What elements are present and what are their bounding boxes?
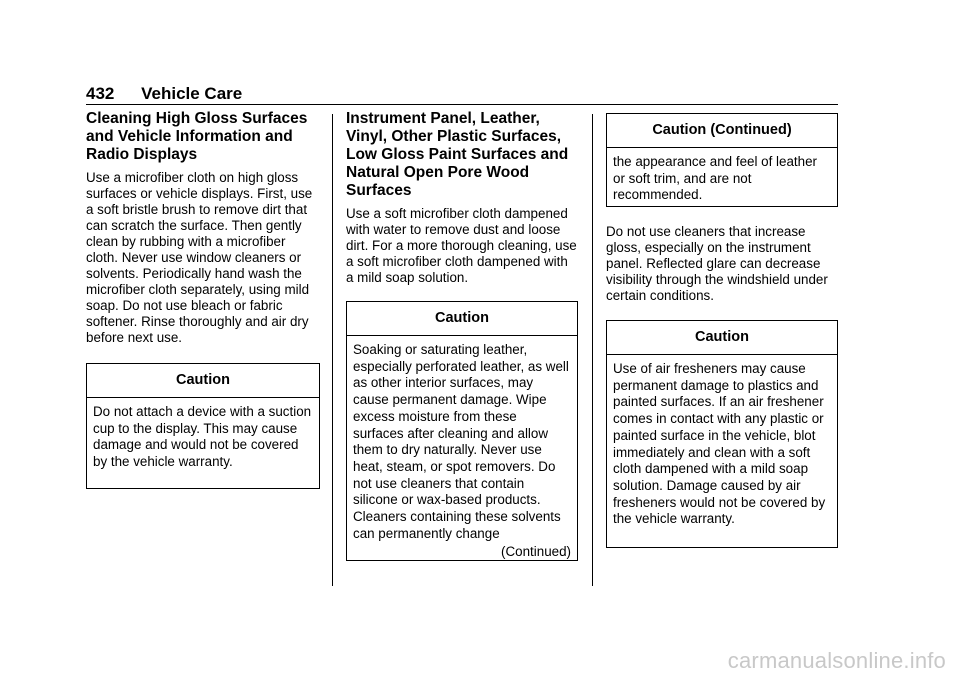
caution-box-leather [346,301,578,561]
caution-box-air-fresheners [606,320,838,548]
section-heading-instrument-panel: Instrument Panel, Leather, Vinyl, Other Plastic Surfaces, Low Gloss Paint Surfaces and Natural Open Pore Wood Surfaces [346,110,569,199]
caution-title: Caution [87,364,319,398]
page-number: 432 [86,84,115,103]
column-divider-left [332,114,333,586]
caution-body [607,148,837,210]
column-3 [606,113,838,548]
continued-label: (Continued) [501,544,571,560]
caution-title: Caution [607,321,837,355]
page-header [86,84,242,104]
section-body-instrument-panel: Use a soft microfiber cloth dampened with water to remove dust and loose dirt. For a more thorough cleaning, use a soft microfiber cloth dampened with a mild soap solution. [346,206,577,285]
section-heading-high-gloss: Cleaning High Gloss Surfaces and Vehicle Information and Radio Displays [86,110,308,163]
caution-text-leather: Soaking or saturating leather, especially perforated leather, as well as other interior surfaces, may cause permanent damage. Wipe excess moisture from these surfaces after cleaning and allow them to dry naturally. Never use heat, steam, or spot removers. Do not use cleaners that contain silicone or wax-based products. Cleaners containing these solvents can permanently change [353,342,569,541]
column-2 [346,110,578,561]
caution-body [607,355,837,534]
caution-text-air-fresheners: Use of air fresheners may cause permanent damage to plastics and painted surfaces. If an air freshener comes in contact with any plastic or painted surface in the vehicle, blot immediately and clean with a soft cloth dampened with a mild soap solution. Damage caused by air fresheners would not be covered by the vehicle warranty. [613,361,826,527]
section-title: Vehicle Care [141,84,243,103]
caution-box-display [86,363,320,489]
caution-title: Caution [347,302,577,336]
caution-box-continued [606,113,838,207]
column-divider-right [592,114,593,586]
section-body-high-gloss: Use a microfiber cloth on high gloss surfaces or vehicle displays. First, use a soft bristle brush to remove dirt that can scratch the surface. Then gently clean by rubbing with a microfiber cloth. Never use window cleaners or solvents. Periodically hand wash the microfiber cloth separately, using mild soap. Do not use bleach or fabric softener. Rinse thoroughly and air dry before next use. [86,170,313,345]
caution-body [347,336,577,566]
header-rule [86,104,838,105]
column-1 [86,110,320,489]
caution-text-display: Do not attach a device with a suction cup to the display. This may cause damage and would not be covered by the vehicle warranty. [93,404,312,470]
caution-text-continued: the appearance and feel of leather or soft trim, and are not recommended. [613,154,817,203]
section-body-gloss-cleaners: Do not use cleaners that increase gloss, especially on the instrument panel. Reflected glare can decrease visibility through the windshield under certain conditions. [606,224,828,303]
caution-title-continued: Caution (Continued) [607,114,837,148]
caution-body [87,398,319,477]
watermark-text: carmanualsonline.info [727,648,946,673]
